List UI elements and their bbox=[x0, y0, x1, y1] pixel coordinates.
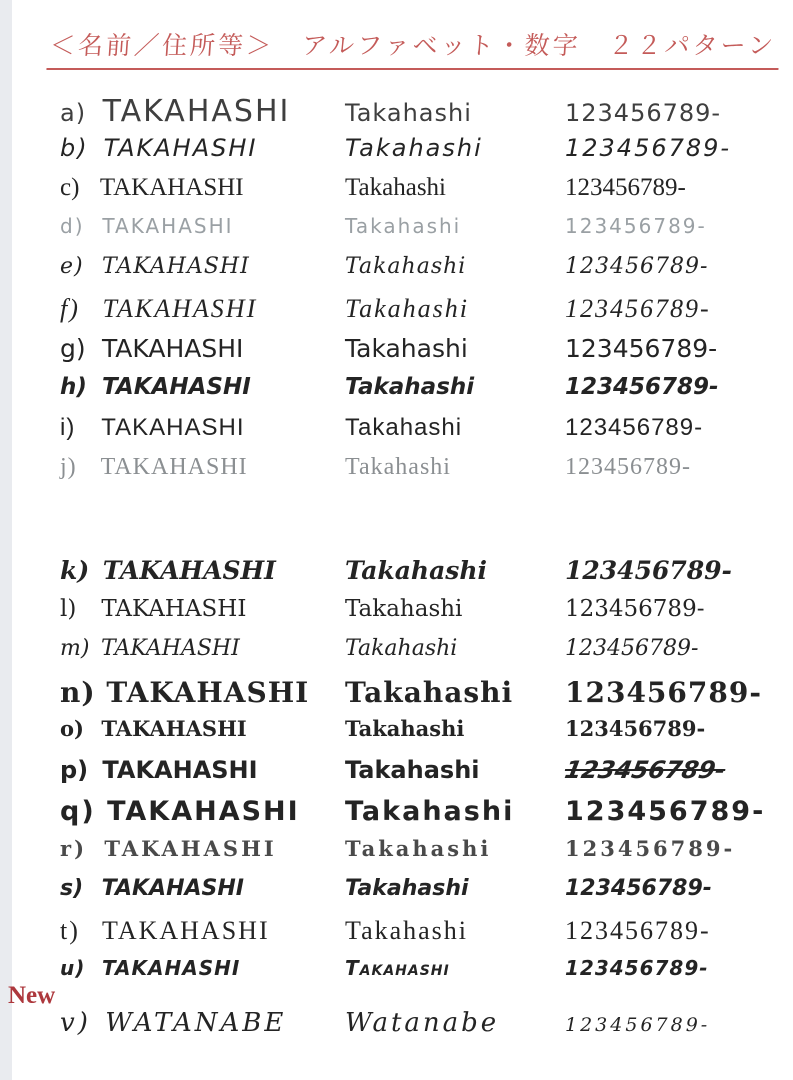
mixedcase-sample: Takahashi bbox=[345, 916, 469, 945]
numbers-sample: 123456789- bbox=[565, 796, 766, 827]
numbers-sample: 123456789- bbox=[565, 334, 718, 363]
numbers-sample: 123456789- bbox=[565, 836, 736, 861]
mixedcase-sample: Takahashi bbox=[345, 294, 469, 323]
caps-cell bbox=[60, 596, 345, 622]
sheet-content bbox=[48, 24, 778, 1048]
caps-sample: TAKAHASHI bbox=[102, 254, 250, 279]
left-edge-strip bbox=[0, 0, 12, 1080]
font-sample-row-u bbox=[48, 956, 778, 996]
numbers-sample: 123456789- bbox=[565, 876, 712, 901]
caps-cell bbox=[60, 676, 345, 709]
row-label: o) bbox=[60, 716, 84, 741]
font-sample-row-r bbox=[48, 836, 778, 876]
font-sample-row-h bbox=[48, 374, 778, 414]
font-sample-row-c bbox=[48, 174, 778, 214]
row-label: f) bbox=[60, 294, 80, 323]
numbers-sample: 123456789- bbox=[565, 454, 691, 480]
caps-cell bbox=[60, 1008, 345, 1038]
font-sample-row-e bbox=[48, 254, 778, 294]
row-label: j) bbox=[60, 454, 77, 480]
caps-sample: TAKAHASHI bbox=[107, 796, 300, 827]
mixedcase-sample: Takahashi bbox=[345, 334, 468, 363]
numbers-sample: 123456789- bbox=[565, 174, 686, 201]
row-label: d) bbox=[60, 214, 85, 238]
caps-sample: TAKAHASHI bbox=[101, 334, 244, 363]
mixedcase-sample: Takahashi bbox=[345, 556, 488, 585]
row-label: t) bbox=[60, 916, 80, 945]
row-label: v) bbox=[60, 1008, 91, 1038]
caps-cell bbox=[60, 454, 345, 481]
font-sample-row-q bbox=[48, 796, 778, 836]
font-sample-row-g bbox=[48, 334, 778, 374]
numbers-sample: 123456789- bbox=[565, 596, 705, 622]
mixedcase-sample: Takahashi bbox=[345, 836, 492, 861]
numbers-sample: 123456789- bbox=[565, 134, 732, 162]
row-label: r) bbox=[60, 836, 87, 861]
font-sample-row-s bbox=[48, 876, 778, 916]
caps-cell bbox=[60, 334, 345, 363]
mixedcase-sample: Takahashi bbox=[345, 454, 451, 480]
caps-sample: TAKAHASHI bbox=[101, 876, 244, 901]
row-label: a) bbox=[60, 99, 87, 127]
font-sample-row-d bbox=[48, 214, 778, 254]
numbers-sample: 123456789- bbox=[565, 556, 732, 585]
new-label: New bbox=[8, 982, 56, 1009]
font-sample-row-j bbox=[48, 454, 778, 494]
caps-sample: TAKAHASHI bbox=[101, 716, 247, 741]
caps-sample: TAKAHASHI bbox=[101, 956, 241, 980]
caps-cell bbox=[60, 556, 345, 585]
row-label: s) bbox=[60, 876, 84, 901]
font-sample-row-p bbox=[48, 756, 778, 796]
mixedcase-sample: Takahashi bbox=[345, 414, 463, 441]
caps-sample: TAKAHASHI bbox=[100, 454, 248, 480]
caps-cell bbox=[60, 956, 345, 980]
numbers-sample: 123456789- bbox=[565, 716, 706, 741]
numbers-sample: 123456789- bbox=[565, 294, 711, 323]
caps-sample: TAKAHASHI bbox=[102, 756, 258, 784]
caps-sample: TAKAHASHI bbox=[102, 556, 276, 585]
caps-cell bbox=[60, 174, 345, 202]
mixedcase-sample: Takahashi bbox=[345, 174, 446, 201]
mixedcase-sample: Takahashi bbox=[345, 876, 469, 901]
caps-cell bbox=[60, 374, 345, 400]
numbers-sample: 123456789- bbox=[565, 916, 711, 945]
caps-cell bbox=[60, 254, 345, 279]
row-label: l) bbox=[60, 596, 77, 622]
row-label: e) bbox=[60, 254, 84, 279]
caps-cell bbox=[60, 94, 345, 129]
caps-sample: TAKAHASHI bbox=[102, 374, 251, 400]
mixedcase-sample: Takahashi bbox=[345, 134, 483, 162]
caps-cell bbox=[60, 414, 345, 442]
numbers-sample: 123456789- bbox=[565, 636, 699, 661]
mixedcase-sample: Takahashi bbox=[345, 374, 475, 400]
caps-sample: TAKAHASHI bbox=[102, 214, 234, 238]
numbers-sample: 123456789- bbox=[565, 414, 704, 441]
row-label: k) bbox=[60, 556, 90, 585]
mixedcase-sample: Takahashi bbox=[345, 796, 515, 827]
caps-cell bbox=[60, 294, 345, 324]
caps-sample: TAKAHASHI bbox=[101, 596, 247, 622]
font-sample-row-t bbox=[48, 916, 778, 956]
caps-sample: TAKAHASHI bbox=[102, 94, 291, 129]
font-sample-row-m bbox=[48, 636, 778, 676]
caps-cell bbox=[60, 134, 345, 162]
numbers-sample: 123456789- bbox=[565, 676, 762, 709]
font-sample-row-f bbox=[48, 294, 778, 334]
caps-sample: TAKAHASHI bbox=[106, 676, 310, 709]
font-sample-row-i bbox=[48, 414, 778, 454]
mixedcase-sample: Takahashi bbox=[345, 254, 467, 279]
font-sample-row-o bbox=[48, 716, 778, 756]
numbers-sample: 123456789- bbox=[565, 254, 709, 279]
caps-sample: WATANABE bbox=[105, 1008, 287, 1038]
numbers-sample: 123456789- bbox=[562, 756, 728, 784]
caps-sample: TAKAHASHI bbox=[104, 836, 277, 861]
mixedcase-sample: Takahashi bbox=[345, 756, 480, 784]
font-sample-row-b bbox=[48, 134, 778, 174]
caps-cell bbox=[60, 716, 345, 741]
mixedcase-sample: Takahashi bbox=[345, 956, 450, 980]
font-sample-row-a bbox=[48, 94, 778, 134]
row-label: i) bbox=[60, 414, 76, 441]
mixedcase-sample: Takahashi bbox=[345, 676, 514, 709]
caps-cell bbox=[60, 916, 345, 946]
row-label: p) bbox=[60, 756, 89, 784]
row-label: n) bbox=[60, 676, 96, 709]
font-sample-row-n bbox=[48, 676, 778, 716]
font-sample-row-l bbox=[48, 596, 778, 636]
row-label: u) bbox=[60, 956, 86, 980]
row-label: g) bbox=[60, 334, 86, 363]
caps-sample: TAKAHASHI bbox=[103, 134, 258, 162]
numbers-sample: 123456789- bbox=[565, 1014, 711, 1036]
font-sample-row-v bbox=[48, 1008, 778, 1048]
caps-sample: TAKAHASHI bbox=[102, 294, 258, 323]
caps-sample: TAKAHASHI bbox=[102, 916, 270, 945]
numbers-sample: 123456789- bbox=[565, 214, 707, 238]
font-sample-list bbox=[48, 94, 778, 1048]
mixedcase-sample: Takahashi bbox=[345, 716, 465, 741]
caps-sample: TAKAHASHI bbox=[99, 174, 244, 201]
page-title: ＜名前／住所等＞ アルファベット・数字 ２２パターン bbox=[46, 24, 781, 70]
row-label: q) bbox=[60, 796, 96, 827]
numbers-sample: 123456789- bbox=[565, 99, 722, 127]
mixedcase-sample: Takahashi bbox=[345, 596, 463, 622]
row-label: m) bbox=[60, 636, 90, 661]
caps-sample: TAKAHASHI bbox=[101, 414, 245, 441]
caps-cell bbox=[60, 214, 345, 238]
numbers-sample: 123456789- bbox=[565, 374, 719, 400]
mixedcase-sample: Takahashi bbox=[345, 636, 458, 661]
mixedcase-sample: Takahashi bbox=[345, 214, 462, 238]
numbers-sample: 123456789- bbox=[565, 956, 709, 980]
row-label: c) bbox=[60, 174, 80, 201]
caps-cell bbox=[60, 836, 345, 861]
caps-cell bbox=[60, 756, 345, 784]
caps-sample: TAKAHASHI bbox=[101, 636, 240, 661]
row-label: h) bbox=[60, 374, 87, 400]
caps-cell bbox=[60, 796, 345, 827]
row-label: b) bbox=[60, 134, 89, 162]
font-sample-row-k bbox=[48, 556, 778, 596]
mixedcase-sample: Takahashi bbox=[345, 99, 472, 127]
mixedcase-sample: Watanabe bbox=[345, 1008, 500, 1038]
caps-cell bbox=[60, 876, 345, 901]
caps-cell bbox=[60, 636, 345, 661]
